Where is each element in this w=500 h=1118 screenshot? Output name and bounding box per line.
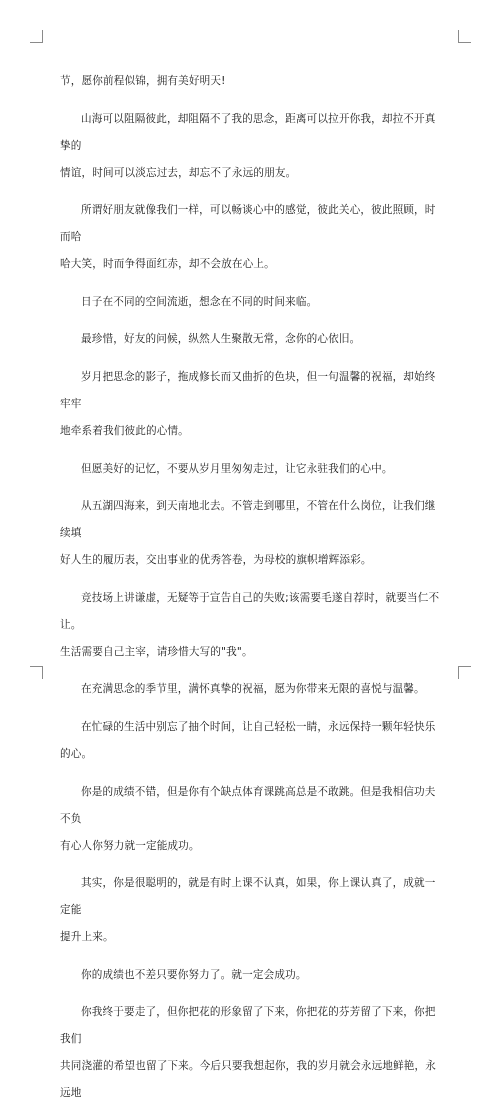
paragraph-line: 提升上来。 (60, 931, 114, 944)
paragraph (60, 289, 442, 316)
paragraph (60, 585, 442, 666)
paragraph-line: 从五湖四海来，到天南地北去。不管走到哪里，不管在什么岗位，让我们继续填 (60, 500, 436, 540)
paragraph (60, 197, 442, 278)
paragraph-line: 其实，你是很聪明的，就是有时上课不认真，如果，你上课认真了，成就一定能 (60, 877, 436, 917)
paragraph-line: 哈大笑，时而争得面红赤，却不会放在心上。 (60, 258, 275, 271)
paragraph (60, 714, 442, 768)
paragraph-line: 岁月把思念的影子，拖成修长而又曲折的色块，但一句温馨的祝福，却始终牢牢 (60, 370, 436, 410)
paragraph (60, 106, 442, 187)
paragraph (60, 676, 442, 703)
paragraph-line: 在忙碌的生活中别忘了抽个时间，让自己轻松一睛，永远保持一颗年轻快乐的心。 (60, 720, 436, 760)
paragraph (60, 364, 442, 445)
crop-mark-top-left (30, 30, 43, 43)
paragraph (60, 779, 442, 860)
paragraph-line: 所谓好朋友就像我们一样，可以畅谈心中的感觉，彼此关心，彼此照顾，时而哈 (60, 204, 436, 244)
paragraph (60, 68, 442, 95)
paragraph (60, 326, 442, 353)
paragraph-line: 共同浇灌的希望也留了下来。今后只要我想起你，我的岁月就会永远地鲜艳，永远地 (60, 1060, 437, 1100)
paragraph-line: 山海可以阻隔彼此，却阻隔不了我的思念，距离可以拉开你我，却拉不开真挚的 (60, 112, 436, 152)
crop-mark-bottom-right (458, 666, 471, 679)
paragraph-line: 你是的成绩不错，但是你有个缺点体育课跳高总是不敢跳。但是我相信功夫不负 (60, 785, 436, 825)
crop-mark-top-right (458, 30, 471, 43)
crop-mark-bottom-left (30, 666, 43, 679)
paragraph (60, 870, 442, 951)
paragraph-line: 情谊，时间可以淡忘过去，却忘不了永远的朋友。 (60, 166, 297, 179)
document-body (60, 68, 442, 1118)
paragraph-line: 生活需要自己主宰，请珍惜大写的"我"。 (60, 645, 253, 658)
paragraph-line: 你的成绩也不差只要你努力了。就一定会成功。 (81, 968, 307, 981)
paragraph-line: 节，愿你前程似锦，拥有美好明天! (60, 75, 226, 87)
paragraph (60, 999, 442, 1107)
paragraph-line: 地牵系着我们彼此的心情。 (60, 424, 189, 437)
paragraph-line: 但愿美好的记忆，不要从岁月里匆匆走过，让它永驻我们的心中。 (81, 462, 393, 475)
paragraph-line: 最珍惜，好友的问候，纵然人生聚散无常，念你的心依旧。 (81, 333, 361, 346)
paragraph (60, 493, 442, 574)
paragraph-line: 好人生的履历表，交出事业的优秀答卷，为母校的旗帜增辉添彩。 (60, 554, 372, 567)
paragraph (60, 456, 442, 483)
paragraph-line: 竞技场上讲谦虚，无疑等于宣告自己的失败;该需要毛遂自荐时，就要当仁不让。 (60, 591, 440, 631)
paragraph-line: 你我终于要走了，但你把花的形象留了下来，你把花的芬芳留了下来，你把我们 (60, 1006, 436, 1046)
paragraph-line: 日子在不同的空间流逝，想念在不同的时间来临。 (81, 295, 318, 308)
paragraph-line: 在充满思念的季节里，满怀真挚的祝福，愿为你带来无限的喜悦与温馨。 (81, 683, 425, 696)
paragraph-line: 有心人你努力就一定能成功。 (60, 839, 200, 852)
paragraph (60, 962, 442, 989)
